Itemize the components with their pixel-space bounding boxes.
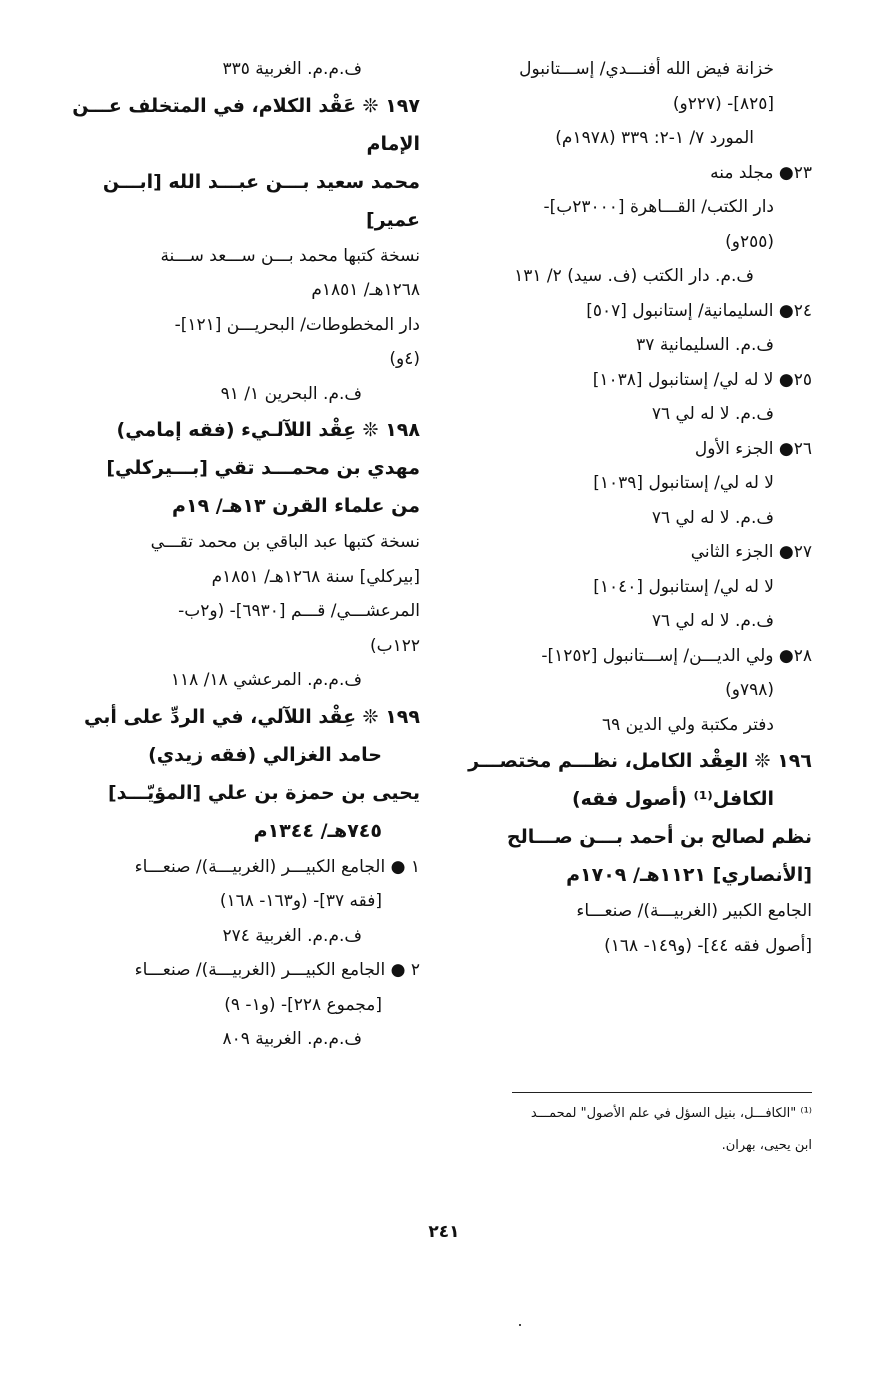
text-line: ف.م. دار الكتب (ف. سيد) ٢/ ١٣١ xyxy=(514,266,754,286)
text-line: الكافل⁽¹⁾ (أصول فقه) xyxy=(571,788,774,810)
text-line: المرعشـــي/ قـــم [٦٩٣٠]- (و٢ب- xyxy=(178,601,420,621)
text-line: الجامع الكبير (الغربيـــة)/ صنعـــاء xyxy=(576,901,812,921)
text-line: ف.م.م. الغربية ٣٣٥ xyxy=(222,59,362,79)
text-line: (٤و) xyxy=(389,349,420,369)
footnote-line-1: ⁽¹⁾ "الكافـــل، بنيل السؤل في علم الأصول" لمحمـــد xyxy=(530,1106,812,1121)
text-line: ٧٤٥هـ/ ١٣٤٤م xyxy=(253,819,382,842)
text-line: نظم لصالح بن أحمد بـــن صـــالح xyxy=(506,826,812,848)
text-line: ٢٥● لا له لي/ إستانبول [١٠٣٨] xyxy=(592,369,812,390)
text-line: ٢ ● الجامع الكبيـــر (الغربيـــة)/ صنعـــاء xyxy=(134,960,420,980)
text-line: لا له لي/ إستانبول [١٠٤٠] xyxy=(593,576,774,597)
text-line: من علماء القرن ١٣هـ/ ١٩م xyxy=(172,495,420,517)
text-line: (٧٩٨و) xyxy=(725,680,774,700)
text-line: لا له لي/ إستانبول [١٠٣٩] xyxy=(593,473,774,493)
text-line: ١٩٧ ❊ عَقْد الكلام، في المتخلف عـــن xyxy=(72,94,420,117)
text-line: ف.م. لا له لي ٧٦ xyxy=(651,611,774,631)
text-line: ١٢٢ب) xyxy=(369,635,420,656)
footnote xyxy=(472,1098,812,1162)
text-line: ١٩٦ ❊ العِقْد الكامل، نظـــم مختصـــر xyxy=(468,750,812,772)
text-line: ٢٤● السليمانية/ إستانبول [٥٠٧] xyxy=(586,300,812,321)
text-line: ٢٣● مجلد منه xyxy=(710,162,812,183)
text-line: [٨٢٥]- (٢٢٧و) xyxy=(672,93,774,114)
text-line: عمير] xyxy=(366,208,420,231)
text-line: ٢٨● ولي الديـــن/ إســـتانبول [١٢٥٢]- xyxy=(541,645,812,666)
text-line: خزانة فيض الله أفنـــدي/ إســـتانبول xyxy=(519,59,774,79)
text-line: مهدي بن محمـــد تقي [بـــيركلي] xyxy=(106,457,420,479)
text-line: ف.م. السليمانية ٣٧ xyxy=(636,335,774,355)
text-line: ف.م. لا له لي ٧٦ xyxy=(651,404,774,424)
text-line: ف.م.م. الغربية ٨٠٩ xyxy=(222,1029,362,1049)
text-line: المورد ٧/ ١-٢: ٣٣٩ (١٩٧٨م) xyxy=(555,128,754,148)
text-line: (٢٥٥و) xyxy=(725,231,774,252)
text-line: ٢٧● الجزء الثاني xyxy=(690,542,812,562)
text-line: ١٩٩ ❊ عِقْد اللآلي، في الردِّ على أبي xyxy=(83,705,420,728)
text-line: نسخة كتبها عبد الباقي بن محمد تقـــي xyxy=(150,532,420,552)
scan-speck xyxy=(519,1324,521,1326)
text-line: دار المخطوطات/ البحريـــن [١٢١]- xyxy=(174,314,420,335)
footnote-line-2: ابن يحيى، بهران. xyxy=(721,1138,812,1153)
text-line: دفتر مكتبة ولي الدين ٦٩ xyxy=(601,714,774,735)
text-line: [مجموع ٢٢٨]- (و١- ٩) xyxy=(224,994,382,1015)
text-line: ١ ● الجامع الكبيـــر (الغربيـــة)/ صنعـــاء xyxy=(134,856,420,877)
text-line: [الأنصاري] ١١٢١هـ/ ١٧٠٩م xyxy=(566,864,812,886)
text-line: ٢٦● الجزء الأول xyxy=(694,438,812,459)
right-column xyxy=(452,52,812,963)
page-number: ٢٤١ xyxy=(428,1222,460,1242)
text-line: الإمام xyxy=(366,132,420,155)
text-line: ١٢٦٨هـ/ ١٨٥١م xyxy=(311,280,420,300)
text-line: نسخة كتبها محمد بـــن ســـعد ســـنة xyxy=(160,245,420,266)
text-line: [فقه ٣٧]- (و١٦٣- ١٦٨) xyxy=(219,891,382,911)
left-column xyxy=(70,52,420,1057)
text-line: ف.م.م. المرعشي ١٨/ ١١٨ xyxy=(170,670,362,690)
text-line: يحيى بن حمزة بن علي [المؤيّـــد] xyxy=(107,781,420,804)
text-line: [بيركلي] سنة ١٢٦٨هـ/ ١٨٥١م xyxy=(211,566,420,587)
text-line: دار الكتب/ القـــاهرة [٢٣٠٠٠ب]- xyxy=(543,197,774,217)
text-line: [أصول فقه ٤٤]- (و١٤٩- ١٦٨) xyxy=(604,935,812,956)
text-line: محمد سعيد بـــن عبـــد الله [ابـــن xyxy=(102,170,420,193)
text-line: ف.م.م. الغربية ٢٧٤ xyxy=(222,925,362,946)
text-line: ف.م. لا له لي ٧٦ xyxy=(651,507,774,528)
text-line: ف.م. البحرين ١/ ٩١ xyxy=(220,383,362,404)
text-line: حامد الغزالي (فقه زيدي) xyxy=(148,743,382,766)
text-line: ١٩٨ ❊ عِقْد اللآلـيء (فقه إمامي) xyxy=(116,419,420,441)
footnote-divider xyxy=(512,1092,812,1093)
